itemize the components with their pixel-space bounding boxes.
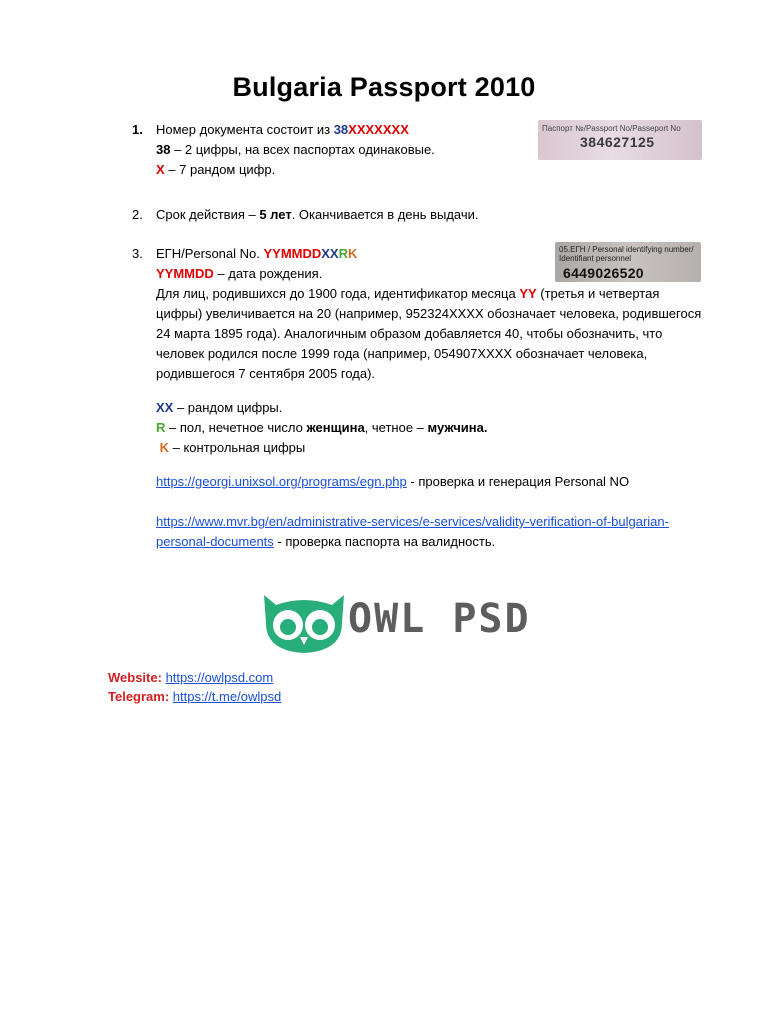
egn-label-line-1: 05.ЕГН / Personal identifying number/ [559,245,694,254]
passport-snippet-value: 384627125 [580,134,655,150]
bold-38: 38 [156,142,171,157]
legend-r-text-a: – пол, нечетное число [165,420,307,435]
code-38: 38 [333,122,349,137]
list-number-2: 2. [132,207,143,222]
item-3-paragraph [156,284,704,384]
logo-text: OWL PSD [348,596,531,642]
legend-xx-text: – рандом цифры. [173,400,283,415]
egn-label-line-2: Identifiant personnel [559,254,632,263]
link-2-line [156,512,686,552]
legend-k-text: – контрольная цифры [169,440,306,455]
item-2-prefix: Срок действия – [156,207,260,222]
code-yymmdd-2: YYMMDD [156,266,214,281]
legend-r-text-b: , четное – [364,420,428,435]
website-line [108,668,273,688]
link-1-line [156,472,716,492]
legend-xx [156,398,716,418]
legend-r [156,418,716,438]
code-x-single: X [156,162,165,177]
item-2 [156,205,716,225]
item-1-line-3-text: – 7 рандом цифр. [164,162,276,177]
legend-k-code: K [159,440,170,455]
code-r: R [338,246,348,261]
list-number-3: 3. [132,246,143,261]
legend [156,398,716,458]
egn-snippet-label [559,245,694,263]
code-k: K [348,246,358,261]
legend-female: женщина [306,420,365,435]
item-1-line-2-text: – 2 цифры, на всех паспортах одинаковые. [170,142,435,157]
list-number-1: 1. [132,122,143,137]
item-3-paragraph-b: (третья и четвертая цифры) увеличивается на 20 (например, 952324XXXX обозначает человека, родившегося 24 марта 1895 года). Аналогичным образом добавляется 40, чтобы обозначить, что человек родился после 1999 года (например, 054907XXXX обозначает человека, родившегося 7 сентября 2005 года). [156,286,702,381]
website-label: Website: [108,670,162,685]
item-3-prefix: ЕГН/Personal No. [156,246,264,261]
passport-snippet-label: Паспорт №/Passport No/Passeport No [542,124,681,133]
item-3-paragraph-a: Для лиц, родившихся до 1900 года, идентификатор месяца [156,286,520,301]
legend-male: мужчина. [427,420,488,435]
link-1-text: - проверка и генерация Personal NO [406,474,630,489]
legend-r-code: R [156,420,166,435]
telegram-link[interactable]: https://t.me/owlpsd [172,689,282,704]
owl-logo-icon [262,593,346,655]
legend-k [156,438,716,458]
page-title: Bulgaria Passport 2010 [232,72,536,102]
item-3-line-2-text: – дата рождения. [213,266,323,281]
code-yymmdd: YYMMDD [263,246,322,261]
telegram-line [108,687,281,707]
telegram-label: Telegram: [108,689,170,704]
code-x: XXXXXXX [348,122,409,137]
item-2-bold: 5 лет [259,207,292,222]
item-1-line-3 [156,160,716,180]
egn-snippet-value: 6449026520 [563,265,644,281]
code-xx: XX [321,246,339,261]
mvr-verification-link[interactable]: https://www.mvr.bg/en/administrative-services/e-services/validity-verification-of-bulgarian-personal-documents [156,514,669,549]
link-2-text: - проверка паспорта на валидность. [273,534,496,549]
website-link[interactable]: https://owlpsd.com [165,670,274,685]
legend-xx-code: XX [156,400,174,415]
passport-number-snippet [538,120,702,160]
egn-snippet [555,242,701,282]
item-2-text: . Оканчивается в день выдачи. [291,207,479,222]
egn-generator-link[interactable]: https://georgi.unixsol.org/programs/egn.php [156,474,407,489]
item-1-prefix: Номер документа состоит из [156,122,334,137]
code-yy: YY [519,286,537,301]
